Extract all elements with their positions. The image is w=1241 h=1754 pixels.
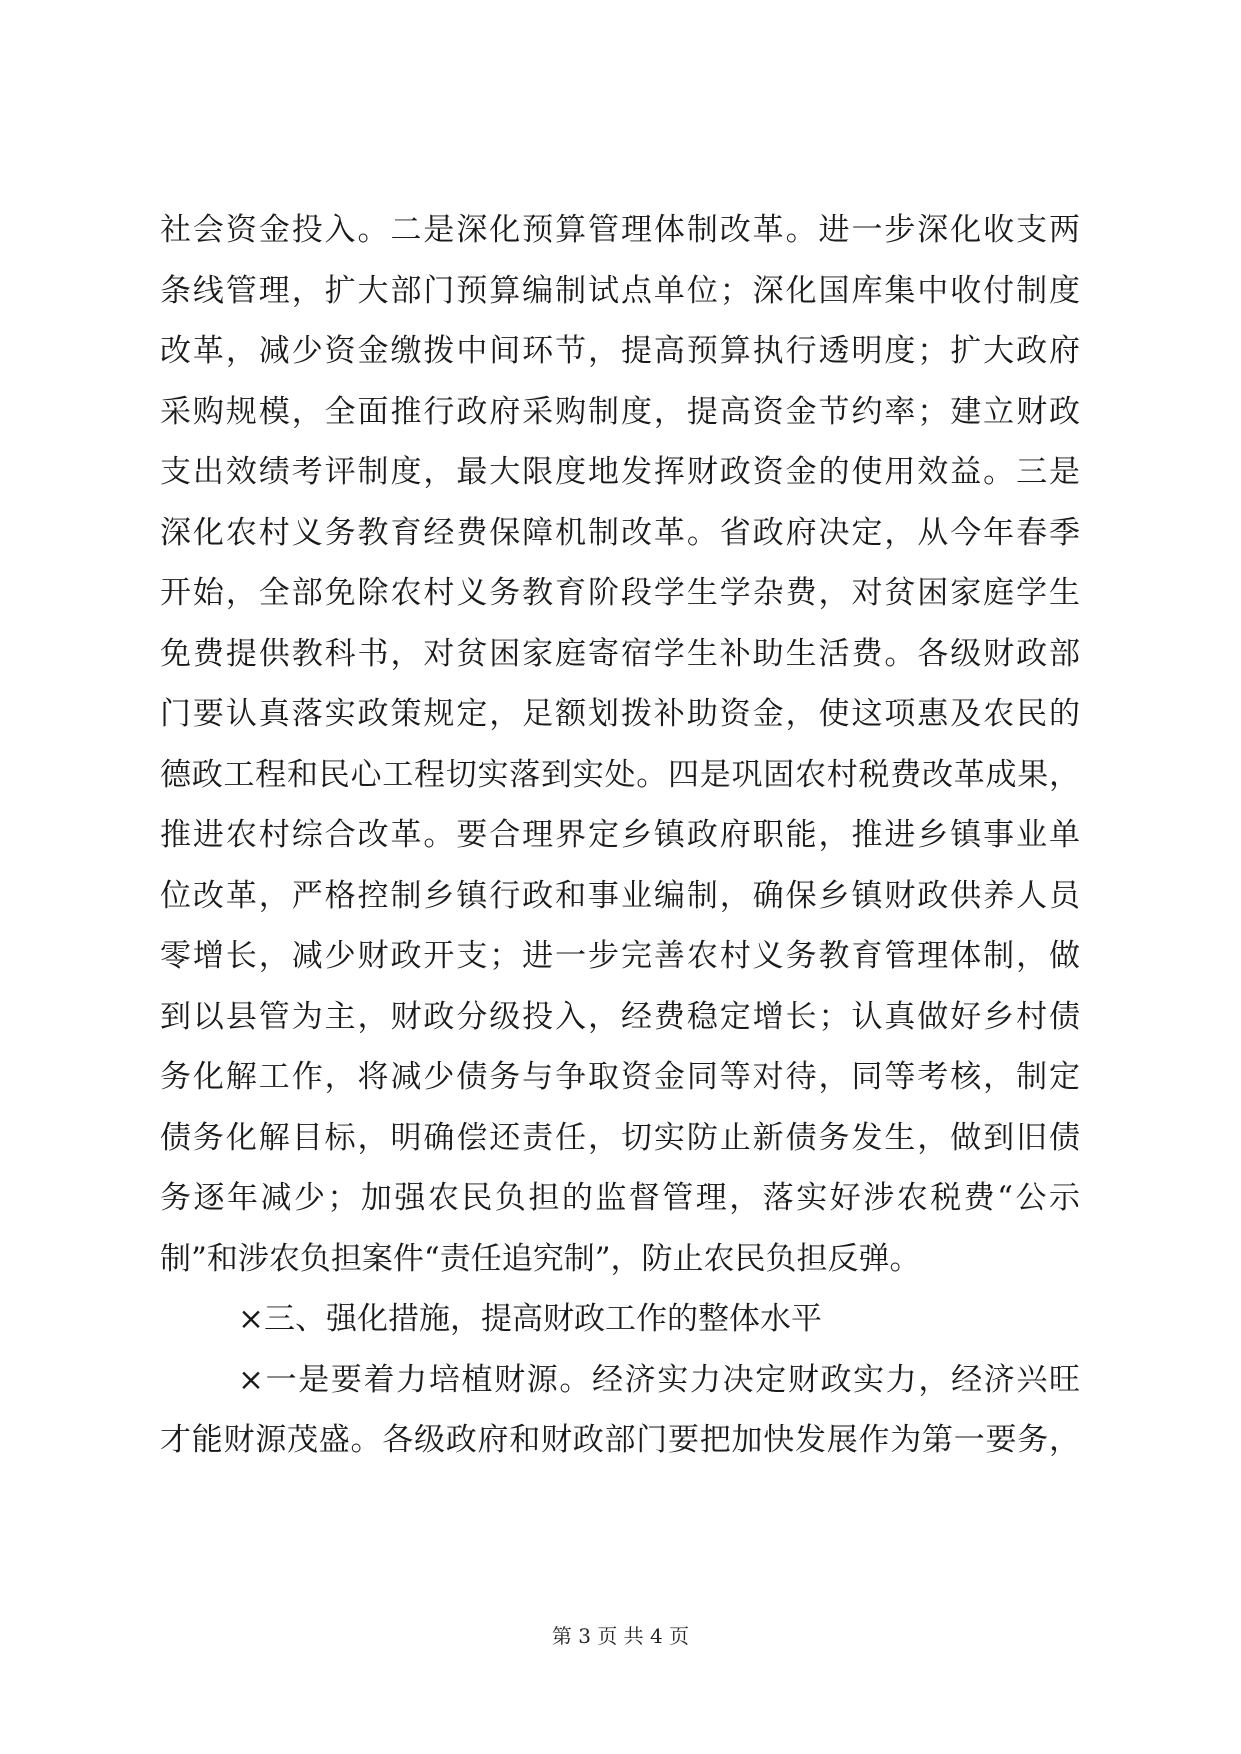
text-line: 免费提供教科书，对贫困家庭寄宿学生补助生活费。各级财政部 (160, 635, 1080, 672)
text-line: 才能财源茂盛。各级政府和财政部门要把加快发展作为第一要务， (160, 1422, 1080, 1458)
section-heading: ×三、强化措施，提高财政工作的整体水平 (238, 1301, 822, 1337)
text-line: 条线管理，扩大部门预算编制试点单位；深化国库集中收付制度 (160, 272, 1080, 309)
page-number-footer: 第 3 页 共 4 页 (551, 1624, 690, 1648)
text-line: 到以县管为主，财政分级投入，经费稳定增长；认真做好乡村债 (160, 998, 1080, 1035)
text-line: 深化农村义务教育经费保障机制改革。省政府决定，从今年春季 (160, 514, 1080, 551)
paragraph-first-line: ×一是要着力培植财源。经济实力决定财政实力，经济兴旺 (238, 1361, 1080, 1398)
text-line: 社会资金投入。二是深化预算管理体制改革。进一步深化收支两 (160, 212, 1080, 248)
text-line: 开始，全部免除农村义务教育阶段学生学杂费，对贫困家庭学生 (160, 575, 1080, 611)
text-line: 债务化解目标，明确偿还责任，切实防止新债务发生，做到旧债 (160, 1119, 1080, 1156)
text-line: 推进农村综合改革。要合理界定乡镇政府职能，推进乡镇事业单 (160, 817, 1080, 853)
text-line: 位改革，严格控制乡镇行政和事业编制，确保乡镇财政供养人员 (160, 877, 1080, 914)
text-line: 德政工程和民心工程切实落到实处。四是巩固农村税费改革成果， (160, 756, 1080, 793)
text-line: 务逐年减少；加强农民负担的监督管理，落实好涉农税费“公示 (160, 1180, 1080, 1216)
text-line: 支出效绩考评制度，最大限度地发挥财政资金的使用效益。三是 (160, 454, 1080, 490)
body-text (160, 200, 1080, 1471)
text-line: 采购规模，全面推行政府采购制度，提高资金节约率；建立财政 (160, 393, 1080, 430)
text-line: 制”和涉农负担案件“责任追究制”，防止农民负担反弹。 (160, 1240, 921, 1277)
text-line: 零增长，减少财政开支；进一步完善农村义务教育管理体制，做 (160, 938, 1080, 974)
text-line: 门要认真落实政策规定，足额划拨补助资金，使这项惠及农民的 (160, 696, 1080, 732)
text-line: 改革，减少资金缴拨中间环节，提高预算执行透明度；扩大政府 (160, 333, 1080, 369)
text-line: 务化解工作，将减少债务与争取资金同等对待，同等考核，制定 (160, 1059, 1080, 1095)
